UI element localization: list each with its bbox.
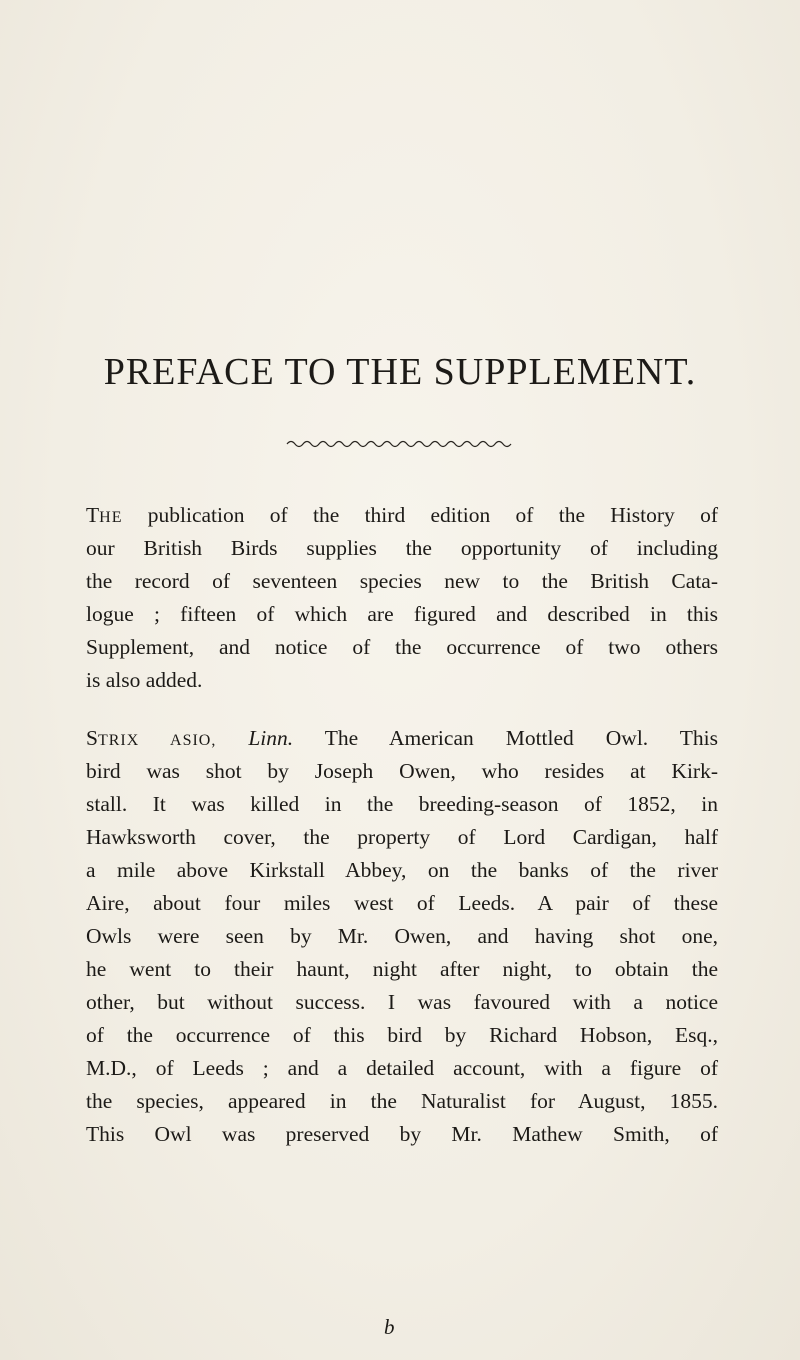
line-text: publication of the third edition of the History of [122,503,718,527]
text-line: M.D., of Leeds ; and a detailed account, with a figure of [86,1056,718,1080]
text-line: a mile above Kirkstall Abbey, on the banks of the river [86,858,718,882]
text-line [86,499,718,532]
text-line: the record of seventeen species new to the British Cata- [86,569,718,593]
text-line: Aire, about four miles west of Leeds. A pair of these [86,891,718,915]
text-line: bird was shot by Joseph Owen, who resides at Kirk- [86,759,718,783]
text-line: the species, appeared in the Naturalist for August, 1855. [86,1089,718,1113]
paragraph-strix-asio [86,722,718,1151]
text-line: Hawksworth cover, the property of Lord Cardigan, half [86,825,718,849]
lead-small-caps: TRIX ASIO, [97,732,217,749]
authority-italic: Linn. [248,726,294,750]
text-line [86,722,718,755]
text-line: stall. It was killed in the breeding-season of 1852, in [86,792,718,816]
text-line: Owls were seen by Mr. Owen, and having shot one, [86,924,718,948]
lead-capital: S [86,726,98,750]
text-line: This Owl was preserved by Mr. Mathew Smith, of [86,1122,718,1146]
text-line: is also added. [86,668,203,692]
text-line: he went to their haunt, night after night, to obtain the [86,957,718,981]
wavy-rule-ornament [285,438,515,450]
text-line: other, but without success. I was favoured with a notice [86,990,718,1014]
signature-mark: b [384,1315,395,1339]
lead-small-caps: HE [99,509,123,526]
text-line: logue ; fifteen of which are figured and described in this [86,602,718,626]
text-line: of the occurrence of this bird by Richard Hobson, Esq., [86,1023,718,1047]
paragraph-intro [86,499,718,697]
line-text: The American Mottled Owl. This [293,726,718,750]
text-line: Supplement, and notice of the occurrence of two others [86,635,718,659]
lead-capital: T [86,503,100,527]
page-title: PREFACE TO THE SUPPLEMENT. [103,351,697,393]
text-line: our British Birds supplies the opportunity of including [86,536,718,560]
